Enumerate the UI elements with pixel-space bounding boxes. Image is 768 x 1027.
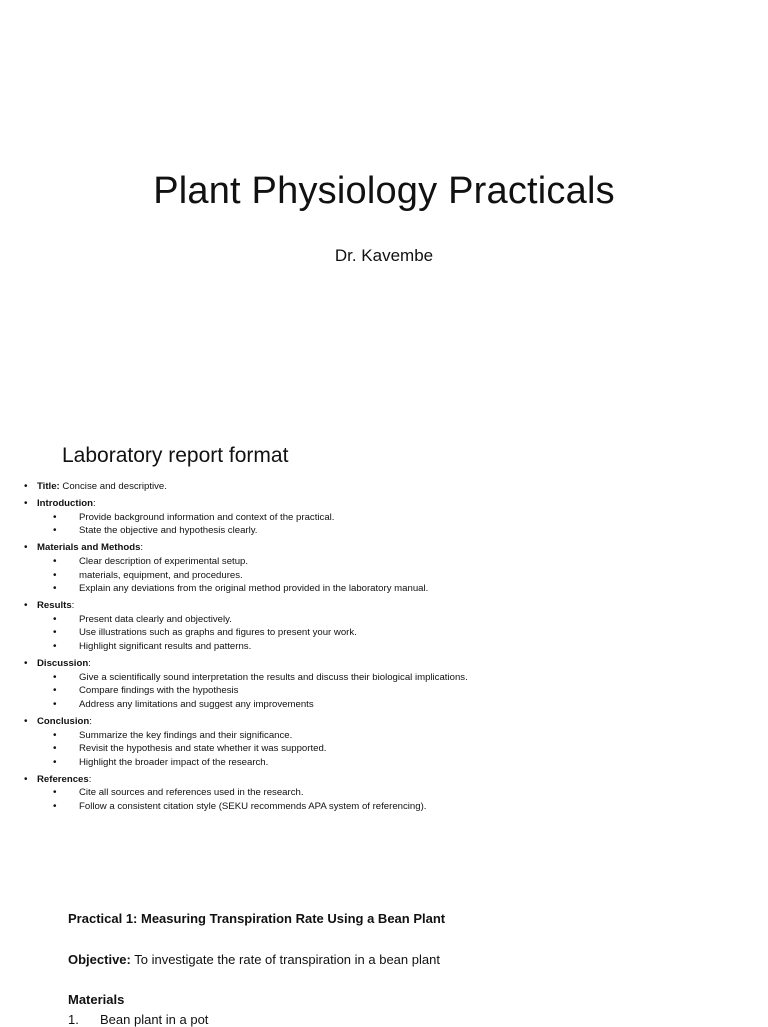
sub-list-item: • Address any limitations and suggest any improvements [37, 698, 758, 712]
section-text: : [140, 542, 144, 554]
section-text: : [92, 498, 96, 510]
slide-heading: Laboratory report format [62, 444, 289, 467]
section-text: : [71, 600, 75, 612]
sub-list-item: • Highlight the broader impact of the research. [37, 756, 758, 770]
author-name: Dr. Kavembe [334, 246, 434, 265]
section-label: Title: [37, 481, 60, 492]
material-number: 1. [68, 1012, 79, 1027]
report-section-item [24, 480, 758, 494]
section-sub-list [37, 786, 758, 813]
material-item [68, 1012, 208, 1027]
section-label: References [37, 773, 89, 785]
section-text: : [88, 658, 91, 670]
slide-title [0, 0, 768, 420]
sub-list-item: • Use illustrations such as graphs and figures to present your work. [37, 626, 758, 640]
section-text: : [89, 716, 92, 727]
section-label: Introduction [37, 498, 93, 510]
sub-list-item: • State the objective and hypothesis clearly. [37, 524, 758, 538]
slide-report-format [0, 420, 768, 850]
section-sub-list [37, 555, 758, 596]
objective-label: Objective: [68, 952, 131, 967]
objective-line [68, 952, 440, 967]
section-sub-list [37, 671, 758, 712]
section-label: Results [37, 600, 72, 612]
sub-list-item: • Give a scientifically sound interpretation the results and discuss their biological implications. [37, 671, 758, 685]
section-text: : [88, 773, 92, 785]
section-label: Conclusion [37, 716, 90, 727]
section-text: Concise and descriptive. [59, 481, 167, 492]
report-section-item [24, 773, 758, 814]
sub-list-item: • Clear description of experimental setup. [37, 555, 758, 569]
report-section-item [24, 715, 758, 769]
sub-list-item: • Revisit the hypothesis and state whether it was supported. [37, 742, 758, 756]
objective-text: To investigate the rate of transpiration in a bean plant [130, 952, 440, 967]
report-section-item [24, 497, 758, 538]
report-section-item [24, 541, 758, 595]
sub-list-item: • Present data clearly and objectively. [37, 613, 758, 627]
sub-list-item: • Provide background information and context of the practical. [37, 511, 758, 525]
sub-list-item: • Explain any deviations from the original method provided in the laboratory manual. [37, 582, 758, 596]
section-sub-list [37, 729, 758, 770]
section-label: Discussion [37, 658, 89, 670]
page-title: Plant Physiology Practicals [153, 170, 615, 212]
sub-list-item: • Highlight significant results and patterns. [37, 640, 758, 654]
sub-list-item: • Cite all sources and references used in the research. [37, 786, 758, 800]
practical-heading: Practical 1: Measuring Transpiration Rate Using a Bean Plant [68, 911, 446, 926]
sub-list-item: • materials, equipment, and procedures. [37, 569, 758, 583]
report-section-list [24, 480, 758, 817]
material-text: Bean plant in a pot [100, 1012, 209, 1027]
sub-list-item: • Compare findings with the hypothesis [37, 684, 758, 698]
report-section-item [24, 599, 758, 653]
section-label: Materials and Methods [37, 542, 141, 554]
sub-list-item: • Summarize the key findings and their significance. [37, 729, 758, 743]
materials-heading: Materials [68, 992, 125, 1007]
section-sub-list [37, 511, 758, 538]
sub-list-item: • Follow a consistent citation style (SEKU recommends APA system of referencing). [37, 800, 758, 814]
report-section-item [24, 657, 758, 711]
slide-practical-1 [0, 850, 768, 1027]
materials-list [68, 1012, 208, 1027]
section-sub-list [37, 613, 758, 654]
